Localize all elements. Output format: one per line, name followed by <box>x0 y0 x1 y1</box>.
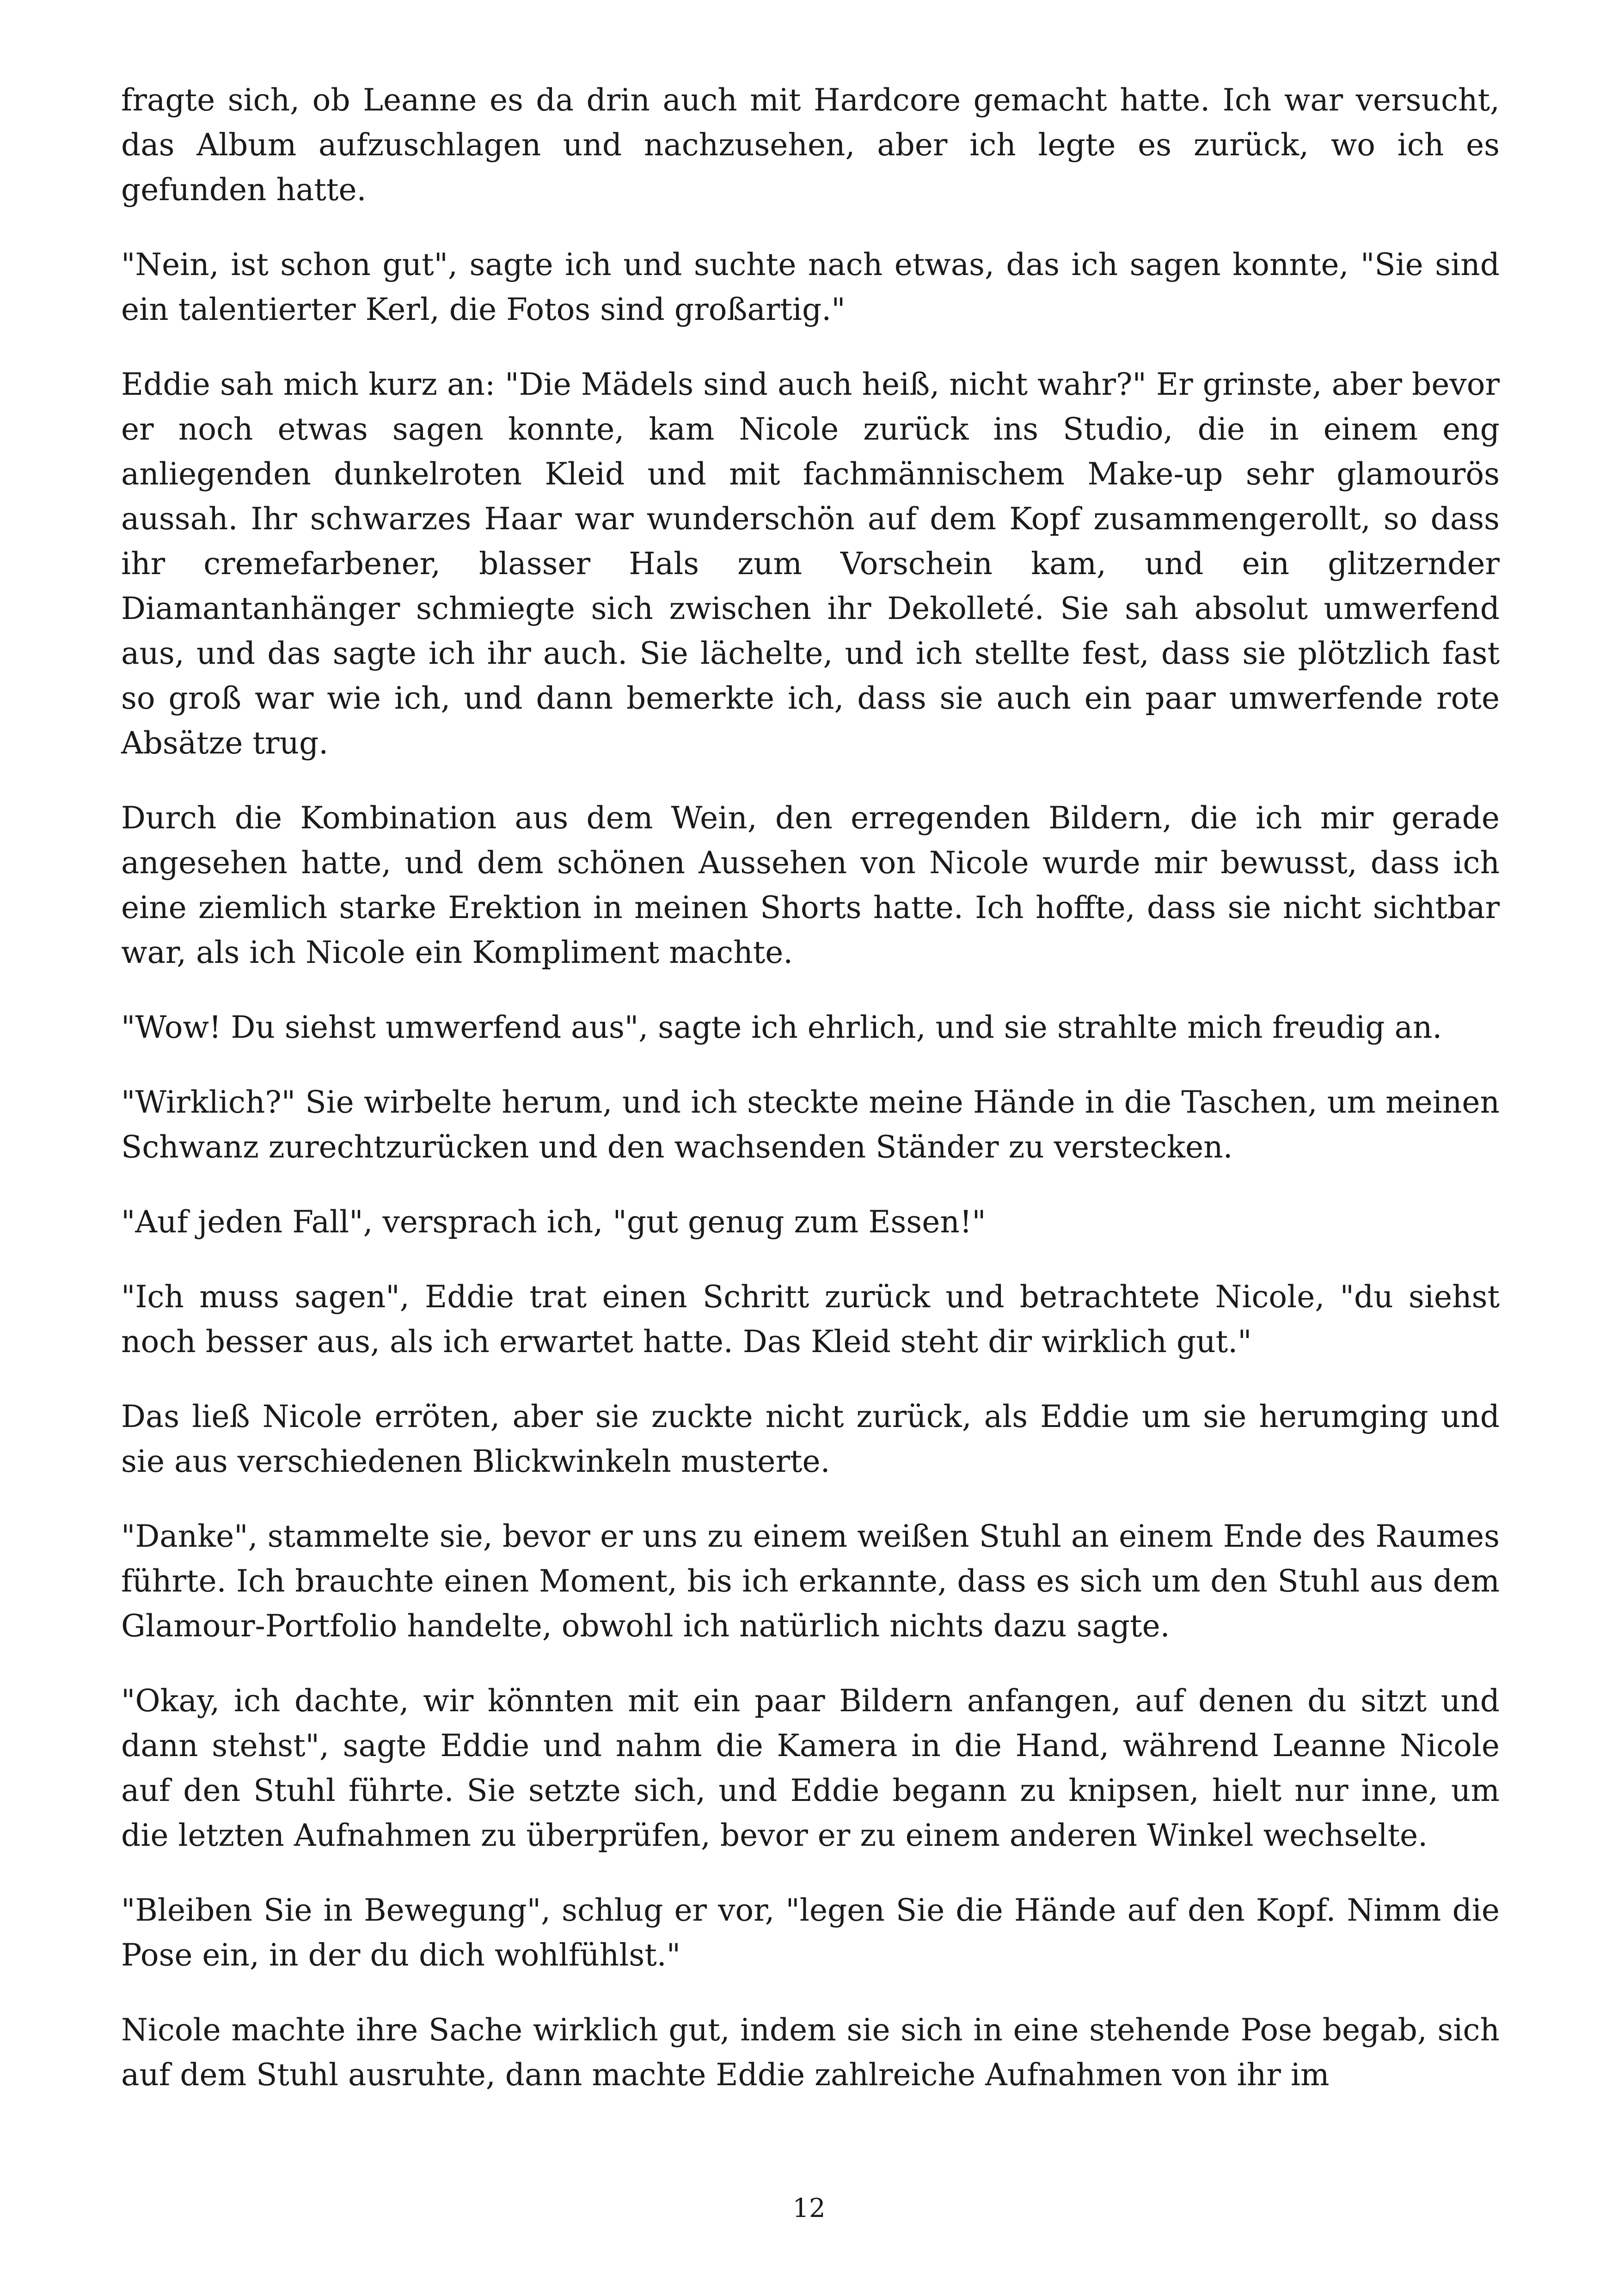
paragraph: Nicole machte ihre Sache wirklich gut, indem sie sich in eine stehende Pose begab, sich auf dem Stuhl ausruhte, dann machte Eddie zahlreiche Aufnahmen von ihr im <box>121 2012 1500 2093</box>
paragraph: "Okay, ich dachte, wir könnten mit ein paar Bildern anfangen, auf denen du sitzt und dann stehst", sagte Eddie und nahm die Kamera in die Hand, während Leanne Nicole auf den Stuhl führte. Sie setzte sich, und Eddie begann zu knipsen, hielt nur inne, um die letzten Aufnahmen zu überprüfen, bevor er zu einem anderen Winkel wechselte. <box>121 1683 1500 1853</box>
paragraph: "Danke", stammelte sie, bevor er uns zu einem weißen Stuhl an einem Ende des Raumes führte. Ich brauchte einen Moment, bis ich erkannte, dass es sich um den Stuhl aus dem Glamour-Portfolio handelte, obwohl ich natürlich nichts dazu sagte. <box>121 1518 1500 1644</box>
page-body <box>121 78 1500 2127</box>
paragraph: fragte sich, ob Leanne es da drin auch mit Hardcore gemacht hatte. Ich war versucht, das Album aufzuschlagen und nachzusehen, aber ich legte es zurück, wo ich es gefunden hatte. <box>121 82 1500 208</box>
paragraph: Eddie sah mich kurz an: "Die Mädels sind auch heiß, nicht wahr?" Er grinste, aber bevor er noch etwas sagen konnte, kam Nicole zurück ins Studio, die in einem eng anliegenden dunkelroten Kleid und mit fachmännischem Make-up sehr glamourös aussah. Ihr schwarzes Haar war wunderschön auf dem Kopf zusammengerollt, so dass ihr cremefarbener, blasser Hals zum Vorschein kam, und ein glitzernder Diamantanhänger schmiegte sich zwischen ihr Dekolleté. Sie sah absolut umwerfend aus, und das sagte ich ihr auch. Sie lächelte, und ich stellte fest, dass sie plötzlich fast so groß war wie ich, und dann bemerkte ich, dass sie auch ein paar umwerfende rote Absätze trug. <box>121 367 1500 761</box>
page-number: 12 <box>792 2193 826 2223</box>
paragraph: "Ich muss sagen", Eddie trat einen Schritt zurück und betrachtete Nicole, "du siehst noch besser aus, als ich erwartet hatte. Das Kleid steht dir wirklich gut." <box>121 1279 1500 1359</box>
paragraph: "Wirklich?" Sie wirbelte herum, und ich steckte meine Hände in die Taschen, um meinen Schwanz zurechtzurücken und den wachsenden Ständer zu verstecken. <box>121 1084 1500 1165</box>
paragraph: Das ließ Nicole erröten, aber sie zuckte nicht zurück, als Eddie um sie herumging und sie aus verschiedenen Blickwinkeln musterte. <box>121 1399 1500 1479</box>
paragraph: Durch die Kombination aus dem Wein, den erregenden Bildern, die ich mir gerade angesehen hatte, und dem schönen Aussehen von Nicole wurde mir bewusst, dass ich eine ziemlich starke Erektion in meinen Shorts hatte. Ich hoffte, dass sie nicht sichtbar war, als ich Nicole ein Kompliment machte. <box>121 800 1500 970</box>
paragraph: "Nein, ist schon gut", sagte ich und suchte nach etwas, das ich sagen konnte, "Sie sind ein talentierter Kerl, die Fotos sind großartig." <box>121 247 1500 327</box>
paragraph: "Auf jeden Fall", versprach ich, "gut genug zum Essen!" <box>121 1204 986 1240</box>
paragraph: "Wow! Du siehst umwerfend aus", sagte ich ehrlich, und sie strahlte mich freudig an. <box>121 1010 1442 1045</box>
paragraph: "Bleiben Sie in Bewegung", schlug er vor, "legen Sie die Hände auf den Kopf. Nimm die Pose ein, in der du dich wohlfühlst." <box>121 1892 1500 1973</box>
